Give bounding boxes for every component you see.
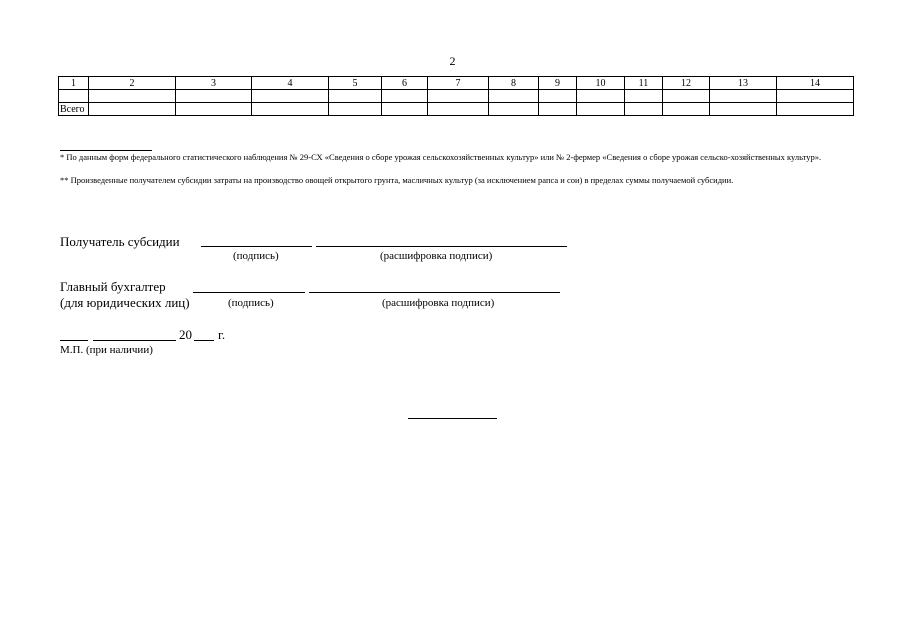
recipient-decode-line: [316, 246, 567, 247]
table-cell: [777, 90, 854, 103]
table-cell: [252, 103, 329, 116]
table-cell: [710, 103, 777, 116]
date-year-prefix: 20: [179, 327, 192, 342]
table-cell: [539, 103, 577, 116]
recipient-label: Получатель субсидии: [60, 234, 180, 249]
date-day-line: [60, 340, 88, 341]
table-cell: [329, 103, 382, 116]
table-header-cell: 13: [710, 77, 777, 90]
table-cell: [577, 90, 625, 103]
table-cell: [710, 90, 777, 103]
date-month-line: [93, 340, 176, 341]
accountant-decode-line: [309, 292, 560, 293]
recipient-decode-caption: (расшифровка подписи): [380, 250, 493, 262]
date-year-suffix: г.: [218, 327, 226, 342]
table-header-cell: 11: [625, 77, 663, 90]
table-cell: [428, 90, 489, 103]
table-header-cell: 6: [382, 77, 428, 90]
table-header-cell: 10: [577, 77, 625, 90]
table-cell: [176, 103, 252, 116]
table-cell: [663, 103, 710, 116]
table-cell: [428, 103, 489, 116]
table-row: [59, 90, 854, 103]
table-header-cell: 2: [89, 77, 176, 90]
table-header-cell: 5: [329, 77, 382, 90]
accountant-sublabel: (для юридических лиц): [60, 295, 190, 310]
footnote-1: * По данным форм федерального статистического наблюдения № 29-СХ «Сведения о сборе урожая сельскохозяйственных культур» или № 2-фермер «Сведения о сборе урожая сельско-хозяйственных культур».: [60, 152, 822, 162]
table-cell: [539, 90, 577, 103]
page-number: 2: [449, 54, 456, 68]
accountant-signature-line: [193, 292, 305, 293]
table-cell: [577, 103, 625, 116]
accountant-label: Главный бухгалтер: [60, 279, 166, 294]
table-header-cell: 9: [539, 77, 577, 90]
accountant-signature-caption: (подпись): [228, 297, 274, 309]
table-total-row: [59, 103, 854, 116]
table-header-cell: 1: [59, 77, 89, 90]
table-cell: [176, 90, 252, 103]
stamp-note: М.П. (при наличии): [60, 344, 153, 356]
date-year-line: [194, 340, 214, 341]
table-cell: [489, 90, 539, 103]
table-cell: [625, 103, 663, 116]
table-cell: [663, 90, 710, 103]
table-cell: [625, 90, 663, 103]
table-header-cell: 12: [663, 77, 710, 90]
table-cell: [59, 90, 89, 103]
footnote-separator: [60, 150, 152, 151]
table-cell: [89, 90, 176, 103]
table-cell: [89, 103, 176, 116]
recipient-signature-line: [201, 246, 312, 247]
accountant-decode-caption: (расшифровка подписи): [382, 297, 495, 309]
footnote-2: ** Произведенные получателем субсидии затраты на производство овощей открытого грунта, масличных культур (за исключением рапса и сои) в пределах суммы получаемой субсидии.: [60, 175, 734, 185]
table-cell: [329, 90, 382, 103]
table-total-label: Всего: [59, 103, 89, 116]
table-header-cell: 14: [777, 77, 854, 90]
table-cell: [252, 90, 329, 103]
table-header-row: [59, 77, 854, 90]
table-header-cell: 3: [176, 77, 252, 90]
table-cell: [382, 103, 428, 116]
table-cell: [489, 103, 539, 116]
recipient-signature-caption: (подпись): [233, 250, 279, 262]
closing-line: [408, 418, 497, 419]
table-cell: [382, 90, 428, 103]
data-table: [58, 76, 854, 116]
table-header-cell: 4: [252, 77, 329, 90]
table-header-cell: 8: [489, 77, 539, 90]
table-header-cell: 7: [428, 77, 489, 90]
table-cell: [777, 103, 854, 116]
